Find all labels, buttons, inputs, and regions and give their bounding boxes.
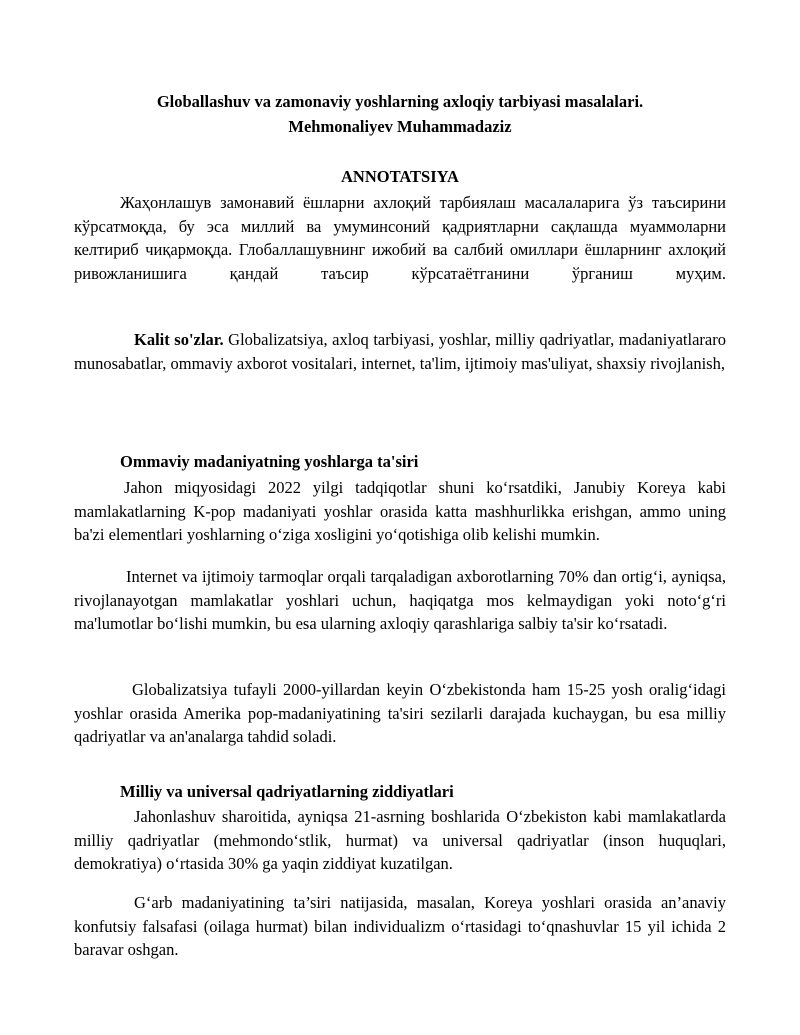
section-heading-mass-culture: Ommaviy madaniyatning yoshlarga ta'siri: [120, 452, 419, 471]
keywords-label: Kalit so'zlar.: [134, 330, 224, 349]
annotation-text: Жаҳонлашув замонавий ёшларни ахлоқий тарбиялаш масалаларига ўз таъсирини кўрсатмоқда, бу эса миллий ва умуминсоний қадриятларни сақлашда муаммоларни келтириб чиқармоқда. Глобаллашувнинг ижобий ва салбий омиллари ёшларнинг ахлоқий ривожланишига қандай таъсир кўрсатаётганини ўрганиш муҳим.: [74, 193, 726, 283]
section1-paragraph: Globalizatsiya tufayli 2000-yillardan keyin Oʻzbekistonda ham 15-25 yosh oraligʻidagi yoshlar orasida Amerika pop-madaniyatining ta'siri sezilarli darajada kuchaygan, bu esa milliy qadriyatlar va an'analarga tahdid soladi.: [74, 680, 726, 746]
author-name: Mehmonaliyev Muhammadaziz: [288, 117, 512, 136]
keywords-paragraph: [74, 328, 726, 375]
section1-paragraph: Internet va ijtimoiy tarmoqlar orqali tarqaladigan axborotlarning 70% dan ortigʻi, ayniqsa, rivojlanayotgan mamlakatlar yoshlari uchun, haqiqatga mos kelmaydigan yoki notoʻgʻri ma'lumotlar boʻlishi mumkin, bu esa ularning axloqiy qarashlariga salbiy ta'sir koʻrsatadi.: [74, 567, 726, 633]
section-heading-values-conflict: Milliy va universal qadriyatlarning ziddiyatlari: [120, 782, 454, 801]
keywords-text: Globalizatsiya, axloq tarbiyasi, yoshlar, milliy qadriyatlar, madaniyatlararo munosabatlar, ommaviy axborot vositalari, internet, ta'lim, ijtimoiy mas'uliyat, shaxsiy rivojlanish,: [74, 330, 726, 373]
document-title: Globallashuv va zamonaviy yoshlarning axloqiy tarbiyasi masalalari.: [156, 92, 644, 111]
section2-paragraph: Jahonlashuv sharoitida, ayniqsa 21-asrning boshlarida Oʻzbekiston kabi mamlakatlarda milliy qadriyatlar (mehmondoʻstlik, hurmat) va universal qadriyatlar (inson huquqlari, demokratiya) oʻrtasida 30% ga yaqin ziddiyat kuzatilgan.: [74, 807, 726, 873]
section2-paragraph: Gʻarb madaniyatining ta’siri natijasida, masalan, Koreya yoshlari orasida an’anaviy konfutsiy falsafasi (oilaga hurmat) bilan individualizm oʻrtasidagi toʻqnashuvlar 15 yil ichida 2 baravar oshgan.: [74, 893, 726, 959]
annotation-heading: ANNOTATSIYA: [341, 167, 459, 186]
section1-paragraph: Jahon miqyosidagi 2022 yilgi tadqiqotlar shuni koʻrsatdiki, Janubiy Koreya kabi mamlakatlarning K-pop madaniyati yoshlar orasida katta mashhurlikka erishgan, ammo uning ba'zi elementlari yoshlarning oʻziga xosligini yoʻqotishiga olib kelishi mumkin.: [74, 478, 726, 544]
